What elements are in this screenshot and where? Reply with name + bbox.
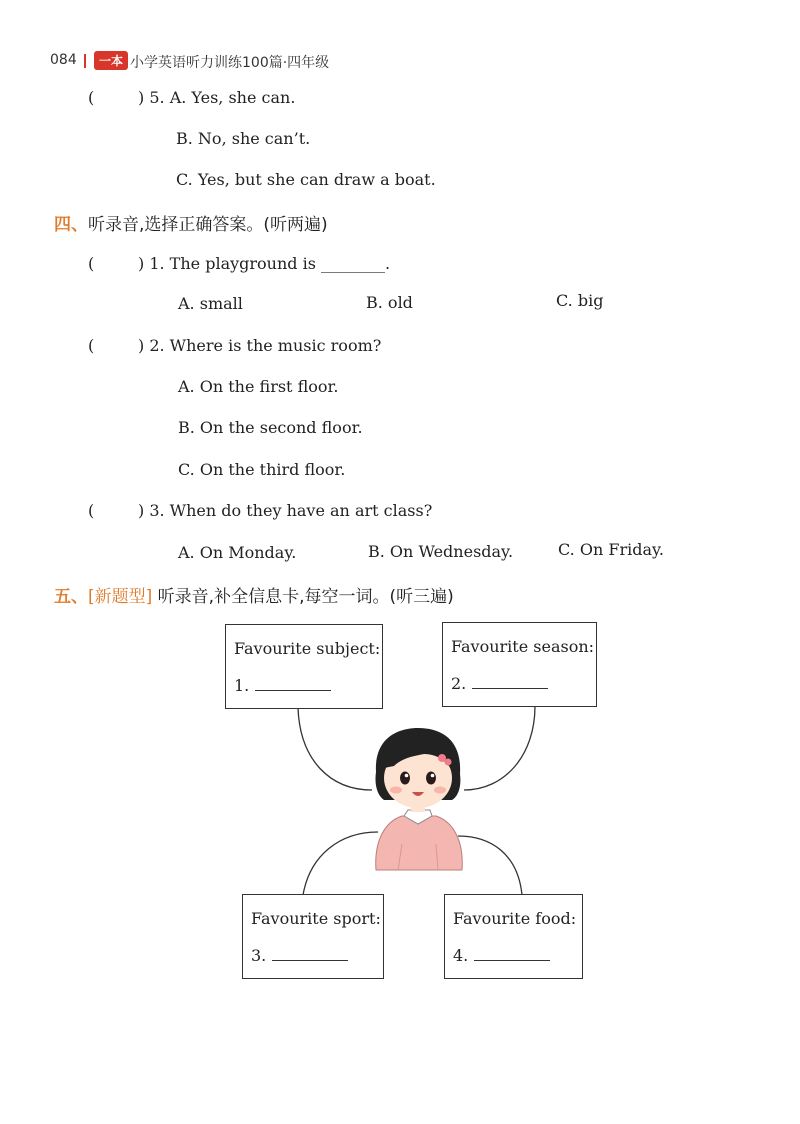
blank-2[interactable]: 2. [451,674,548,693]
q3-stem: ) 3. When do they have an art class? [138,501,433,520]
q5-option-c: C. Yes, but she can draw a boat. [176,170,436,189]
q3-paren-open: ( [88,501,95,520]
blank-4[interactable]: 4. [453,946,550,965]
q1-option-c: C. big [556,291,604,310]
q5-option-b: B. No, she can’t. [176,129,311,148]
card-favourite-food [444,894,583,979]
q2-paren-open: ( [88,336,95,355]
q5-stem: ) 5. A. Yes, she can. [138,88,296,107]
q2-option-c: C. On the third floor. [178,460,346,479]
card-favourite-season [442,622,597,707]
q3-option-c: C. On Friday. [558,540,664,559]
card-favourite-subject [225,624,383,709]
q1-option-b: B. old [366,293,413,312]
blank-1[interactable]: 1. [234,676,331,695]
section-4-number: 四、 [54,215,88,235]
book-title: 小学英语听力训练100篇·四年级 [130,55,330,71]
blank-3[interactable]: 3. [251,946,348,965]
card-favourite-sport [242,894,384,979]
card-label: Favourite food: [453,909,577,928]
card-label: Favourite sport: [251,909,381,928]
q1-paren-open: ( [88,254,95,273]
q3-option-a: A. On Monday. [178,543,297,562]
page-number: 084 [50,52,77,68]
card-label: Favourite subject: [234,639,381,658]
q1-stem: ) 1. The playground is ________. [138,254,391,273]
girl-illustration [358,724,478,874]
q2-option-a: A. On the first floor. [178,377,339,396]
q1-option-a: A. small [178,294,243,313]
q3-option-b: B. On Wednesday. [368,542,514,561]
q2-option-b: B. On the second floor. [178,418,363,437]
answer-paren-open: ( [88,88,95,107]
q2-stem: ) 2. Where is the music room? [138,336,382,355]
card-label: Favourite season: [451,637,595,656]
brand-logo: 一本 [94,51,128,70]
section-5-instruction: 听录音,补全信息卡,每空一词。(听三遍) [157,587,454,607]
new-question-type-tag: [新题型] [88,587,153,607]
section-5-number: 五、 [54,587,88,607]
section-4-instruction: 听录音,选择正确答案。(听两遍) [88,215,328,235]
